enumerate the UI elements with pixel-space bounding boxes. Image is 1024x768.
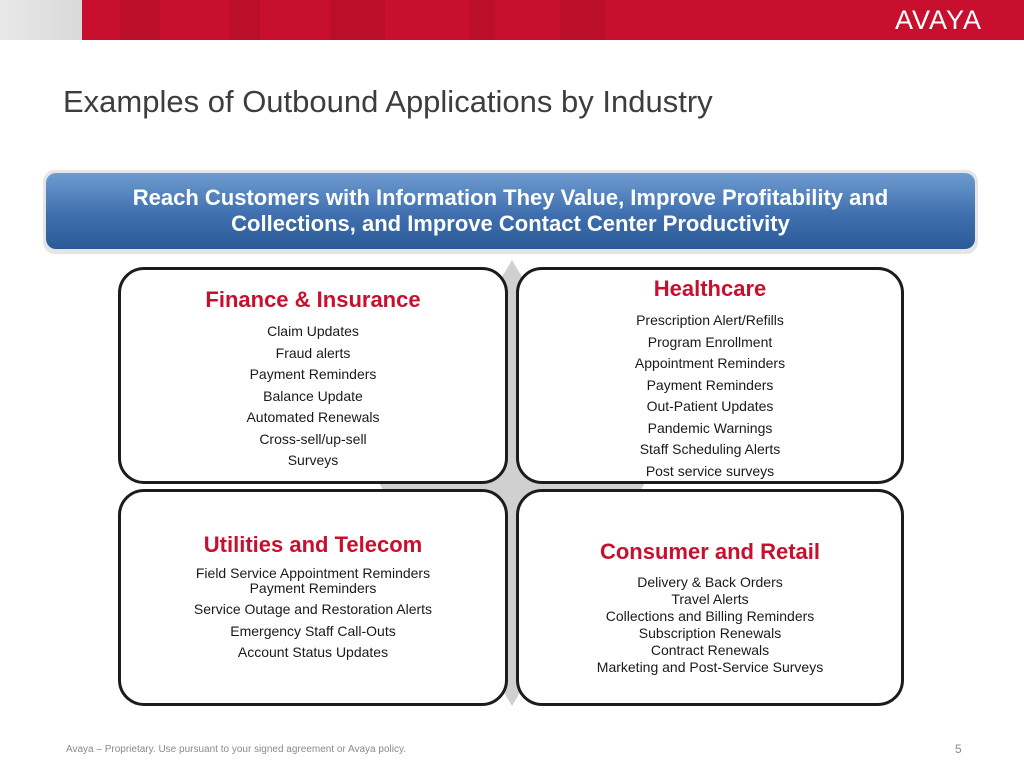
- list-item: Cross-sell/up-sell: [259, 430, 367, 447]
- footer-disclaimer: Avaya – Proprietary. Use pursuant to your signed agreement or Avaya policy.: [66, 744, 406, 755]
- utilities-telecom-box: [118, 489, 508, 706]
- list-item: Collections and Billing Reminders: [605, 608, 815, 624]
- value-banner: [46, 173, 975, 249]
- banner-line-2: Collections, and Improve Contact Center Productivity: [231, 211, 790, 236]
- page-number: 5: [955, 742, 962, 756]
- list-item: Payment Reminders: [646, 376, 774, 393]
- list-item: Field Service Appointment Reminders: [195, 565, 431, 581]
- consumer-list: [519, 574, 901, 676]
- list-item: Travel Alerts: [671, 591, 749, 607]
- list-item: Payment Reminders: [249, 366, 377, 382]
- header-band: [0, 0, 1024, 40]
- list-item: Automated Renewals: [246, 409, 380, 425]
- consumer-title: Consumer and Retail: [599, 539, 821, 564]
- list-item: Payment Reminders: [249, 580, 377, 596]
- healthcare-box: [516, 267, 904, 484]
- finance-list: [121, 321, 505, 472]
- list-item: Staff Scheduling Alerts: [639, 441, 781, 457]
- list-item: Delivery & Back Orders: [637, 574, 783, 590]
- header-stripe: [330, 0, 385, 40]
- list-item: Program Enrollment: [647, 333, 773, 350]
- list-item: Marketing and Post-Service Surveys: [596, 659, 824, 675]
- list-item: Appointment Reminders: [634, 355, 786, 371]
- list-item: Prescription Alert/Refills: [636, 312, 784, 328]
- list-item: Subscription Renewals: [638, 625, 782, 641]
- list-item: Fraud alerts: [275, 344, 351, 361]
- finance-title: Finance & Insurance: [205, 287, 421, 312]
- list-item: Post service surveys: [645, 462, 775, 479]
- utilities-title: Utilities and Telecom: [203, 532, 423, 557]
- header-stripe: [230, 0, 260, 40]
- list-item: Out-Patient Updates: [646, 398, 774, 414]
- list-item: Balance Update: [263, 387, 363, 404]
- list-item: Claim Updates: [267, 323, 359, 339]
- list-item: Surveys: [287, 452, 339, 468]
- slide-title: Examples of Outbound Applications by Industry: [63, 84, 713, 119]
- list-item: Emergency Staff Call-Outs: [230, 622, 396, 639]
- healthcare-list: [519, 310, 901, 482]
- header-stripe: [120, 0, 160, 40]
- list-item: Pandemic Warnings: [647, 419, 773, 436]
- consumer-retail-box: [516, 489, 904, 706]
- header-stripe: [560, 0, 605, 40]
- utilities-list: [121, 566, 505, 664]
- healthcare-title: Healthcare: [653, 276, 767, 301]
- avaya-logo: AVAYA: [894, 5, 982, 35]
- list-item: Service Outage and Restoration Alerts: [193, 601, 433, 617]
- banner-line-1: Reach Customers with Information They Value, Improve Profitability and: [132, 185, 889, 210]
- list-item: Contract Renewals: [650, 642, 770, 658]
- finance-insurance-box: [118, 267, 508, 484]
- header-stripe: [470, 0, 495, 40]
- list-item: Account Status Updates: [237, 644, 389, 660]
